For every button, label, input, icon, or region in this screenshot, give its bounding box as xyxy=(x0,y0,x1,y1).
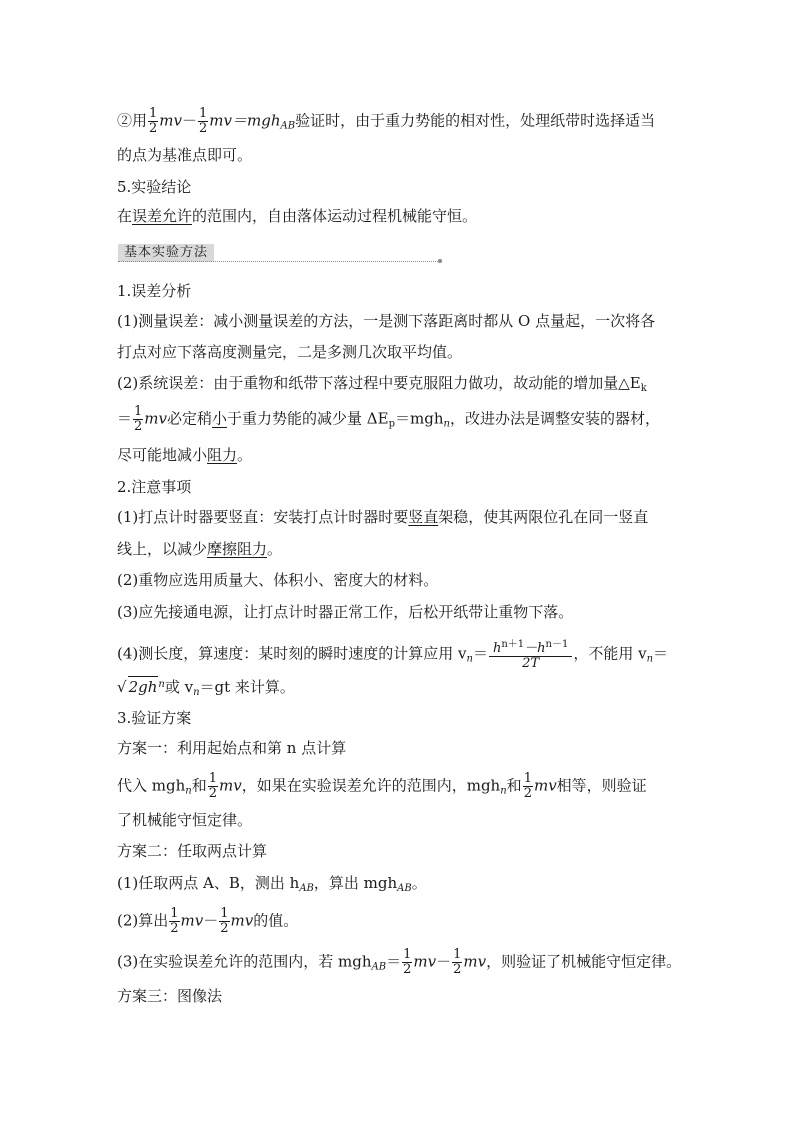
fraction: $\frac{1}{2}$ xyxy=(453,947,462,977)
section-title-conclusion: 5.实验结论 xyxy=(117,178,192,196)
fraction: $\frac{h^{n+1}-h^{n-1}}{2T}$ xyxy=(489,638,572,671)
badge-divider xyxy=(118,261,440,262)
paragraph-reduce-resistance: 尽可能地减小阻力。 xyxy=(117,446,253,464)
fraction: $\frac{1}{2}$ xyxy=(403,947,412,977)
plan-1-body: 代入 mgh$_n$和 $\frac{1}{2}$ mv，如果在实验误差允许的范围内，mgh$_n$和 $\frac{1}{2}$ mv相等，则验证 xyxy=(117,771,647,801)
paragraph-conclusion: 在误差允许的范围内，自由落体运动过程机械能守恒。 xyxy=(117,207,478,225)
paragraph-note-4-cont: √ $2gh^n$或 $v_n=gt$ 来计算。 xyxy=(117,678,295,698)
section-badge: 基本实验方法 xyxy=(118,244,214,262)
fraction: $\frac{1}{2}$ xyxy=(220,906,229,936)
fraction: $\frac{1}{2}$ xyxy=(134,404,143,434)
section-title-notes: 2.注意事项 xyxy=(117,478,192,496)
paragraph-note-3: (3)应先接通电源，让打点计时器正常工作，后松开纸带让重物下落。 xyxy=(117,603,574,621)
plan-2-title: 方案二：任取两点计算 xyxy=(117,842,268,860)
plan-1-title: 方案一：利用起始点和第 n 点计算 xyxy=(117,739,347,757)
fraction: $\frac{1}{2}$ xyxy=(170,906,179,936)
paragraph-verify-note-cont: 的点为基准点即可。 xyxy=(117,146,253,164)
section-title-error-analysis: 1.误差分析 xyxy=(117,282,192,300)
fraction: $\frac{1}{2}$ xyxy=(523,771,532,801)
paragraph-system-error-formula: ＝ $\frac{1}{2}$ mv必定稍小于重力势能的减少量 $\Delta E_p=mgh_n$，改进办法是调整安装的器材， xyxy=(117,404,660,434)
plan-2-step-1: (1)任取两点 A、B，测出 $h_{AB}$，算出 mgh$_{AB}$。 xyxy=(117,874,427,894)
paragraph-note-1-cont: 线上，以减少摩擦阻力。 xyxy=(117,540,283,558)
fraction: $\frac{1}{2}$ xyxy=(199,106,208,136)
paragraph-measurement-error: (1)测量误差：减小测量误差的方法，一是测下落距离时都从 O 点量起，一次将各 xyxy=(117,312,656,330)
section-title-verification: 3.验证方案 xyxy=(117,709,192,727)
paragraph-note-1: (1)打点计时器要竖直：安装打点计时器时要竖直架稳，使其两限位孔在同一竖直 xyxy=(117,508,649,526)
paragraph-system-error: (2)系统误差：由于重物和纸带下落过程中要克服阻力做功，故动能的增加量$\triangle E_k$ xyxy=(117,374,647,394)
plan-2-step-2: (2)算出 $\frac{1}{2}$ mv－ $\frac{1}{2}$ mv的值。 xyxy=(117,906,299,936)
plan-3-title: 方案三：图像法 xyxy=(117,987,223,1005)
paragraph-note-2: (2)重物应选用质量大、体积小、密度大的材料。 xyxy=(117,571,439,589)
fraction: $\frac{1}{2}$ xyxy=(208,771,218,801)
plan-1-body-cont: 了机械能守恒定律。 xyxy=(117,811,253,829)
paragraph-verify-note: ②用 $\frac{1}{2}$ mv－ $\frac{1}{2}$ mv＝mgh$_{AB}$验证时，由于重力势能的相对性，处理纸带时选择适当 xyxy=(117,106,656,136)
badge-divider-dot xyxy=(438,259,442,263)
plan-2-step-3: (3)在实验误差允许的范围内，若 mgh$_{AB}$＝ $\frac{1}{2}$ mv－ $\frac{1}{2}$ mv，则验证了机械能守恒定律。 xyxy=(117,947,682,977)
paragraph-measurement-error-cont: 打点对应下落高度测量完，二是多测几次取平均值。 xyxy=(117,343,463,361)
fraction: $\frac{1}{2}$ xyxy=(149,106,158,136)
paragraph-note-4: (4)测长度，算速度：某时刻的瞬时速度的计算应用 $v_n=$ $\frac{h^{n+1}-h^{n-1}}{2T}$ ，不能用 $v_n=$ xyxy=(117,639,669,671)
